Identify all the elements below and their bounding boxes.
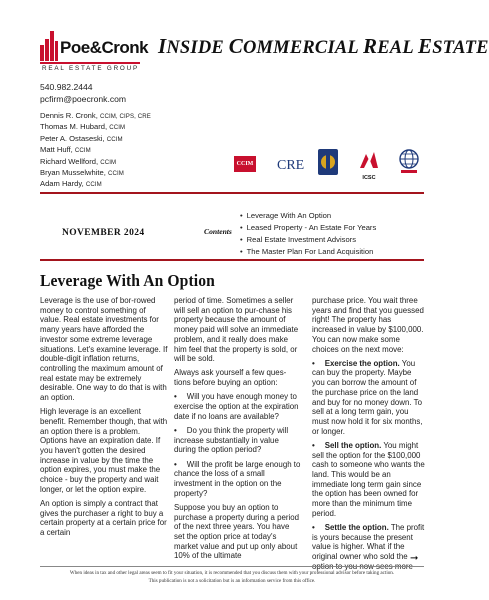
agent-row: Adam Hardy, CCIM xyxy=(40,179,102,189)
contents-item[interactable]: • The Master Plan For Land Acquisition xyxy=(240,246,376,258)
cre-logo-icon xyxy=(276,155,306,173)
paragraph: High leverage is an excellent benefit. Remember though, that with an option there is a problem. Options have an expiration date. If you haven't gotten the desired increase in value by the time the option expires, you must make the choice - buy the property and wait longer, or let the option expire. xyxy=(40,407,168,494)
contents-label: Contents xyxy=(204,227,232,236)
article-column-3 xyxy=(312,296,426,576)
bullet-item: • Sell the option. You might sell the option for the $100,000 cash to someone who wants the land. This would be an immediate long term gain since the option has been owned for more than the minimum time period. xyxy=(312,440,425,518)
bullet-item: • Will the profit be large enough to chance the loss of a small investment in the option on the property? xyxy=(174,459,301,498)
agent-row: Dennis R. Cronk, CCIM, CIPS, CRE xyxy=(40,111,151,120)
ccim-logo: CCIM xyxy=(234,156,256,172)
cre-logo xyxy=(276,155,306,173)
icsc-mark-icon xyxy=(358,150,380,170)
top-divider xyxy=(40,192,424,194)
bullet-icon: • xyxy=(312,522,315,532)
agent-row: Richard Wellford, CCIM xyxy=(40,156,117,166)
article-column-2 xyxy=(174,296,302,566)
contents-item[interactable]: • Leverage With An Option xyxy=(240,210,376,222)
bullet-icon: • xyxy=(174,459,177,469)
article-title: Leverage With An Option xyxy=(40,271,215,290)
cre-logo-text: CRE xyxy=(277,158,305,173)
bullet-icon: • xyxy=(312,358,315,368)
paragraph: Suppose you buy an option to purchase a property during a period of the next three years. You have set the option price at today's market value and put up only about 10% of the ultimate xyxy=(174,502,300,561)
paragraph: Always ask yourself a few ques-tions before buying an option: xyxy=(174,368,287,388)
agent-row: Peter A. Ostaseski, CCIM xyxy=(40,133,123,143)
bullet-item: • Settle the option. The profit is yours because the present value is higher. What if the original owner who sold the xyxy=(312,522,425,562)
issue-date: NOVEMBER 2024 xyxy=(62,228,145,238)
arrow-right-icon[interactable]: ➞ xyxy=(410,553,419,564)
article-column-1 xyxy=(40,296,168,542)
paragraph: period of time. Sometimes a seller will sell an option to pur-chase his property because the amount of money paid will solve an immediate problem, and it really does make him feel that the property is sold, or will be sold. xyxy=(174,296,299,364)
email-link[interactable]: pcfirm@poecronk.com xyxy=(40,93,127,104)
footer-disclaimer: When ideas in tax and other legal areas seem to fit your situation, it is recommended that you discuss them with your professional advisor before taking action. This publication is not a solicitation but is an information service from this office. xyxy=(69,570,395,584)
agent-row: Matt Huff, CCIM xyxy=(40,145,91,155)
globe-logo-icon xyxy=(398,148,420,176)
icsc-logo xyxy=(358,150,380,181)
bullet-item: • Do you think the property will increase substantially in value during the option period? xyxy=(174,425,289,455)
sior-seal-icon xyxy=(316,148,340,176)
bullet-icon: • xyxy=(174,425,177,435)
contact-block xyxy=(40,82,126,105)
paragraph: purchase price. You wait three years and find that you guessed right! The property has increased in value by $100,000. You can now make some choices on the next move: xyxy=(312,296,424,354)
phone-number[interactable]: 540.982.2444 xyxy=(40,82,93,92)
brand-rule xyxy=(40,62,140,64)
contents-item[interactable]: • Leased Property - An Estate For Years xyxy=(240,222,376,234)
bottom-divider xyxy=(40,259,424,261)
brand-group: REAL ESTATE GROUP xyxy=(42,65,139,72)
newsletter-title: INSIDE COMMERCIAL REAL ESTATE xyxy=(158,34,489,58)
footer-rule xyxy=(40,566,424,567)
paragraph: An option is simply a contract that gives the purchaser a right to buy a certain property at a certain price for a certain xyxy=(40,499,167,538)
icsc-label: ICSC xyxy=(362,175,376,181)
agent-row: Thomas M. Hubard, CCIM xyxy=(40,122,126,132)
bullet-item: • Will you have enough money to exercise the option at the expiration date if no loans are available? xyxy=(174,392,299,421)
bullet-icon: • xyxy=(312,440,315,450)
contents-item[interactable]: • Real Estate Investment Advisors xyxy=(240,234,376,246)
bullet-item: • Exercise the option. You can buy the property. Maybe you can borrow the amount of the purchase price on the land and buy for no money down. To sell at a long term gain, you must now hold it for six months, or longer. xyxy=(312,358,423,436)
building-logo-icon xyxy=(40,31,58,61)
paragraph: Leverage is the use of bor-rowed money to control something of value. Real estate investments for many years have afforded the investor some extreme leverage situations. Let's examine leverage. If double-digit inflation returns, controlling the maximum amount of real estate may be extremely desirable. One way to do that is with an option. xyxy=(40,296,168,403)
brand-name: Poe&Cronk xyxy=(60,38,149,57)
agent-list xyxy=(40,111,151,191)
contents-list xyxy=(240,210,376,258)
bullet-icon: • xyxy=(174,392,177,402)
agent-row: Bryan Musselwhite, CCIM xyxy=(40,168,124,178)
